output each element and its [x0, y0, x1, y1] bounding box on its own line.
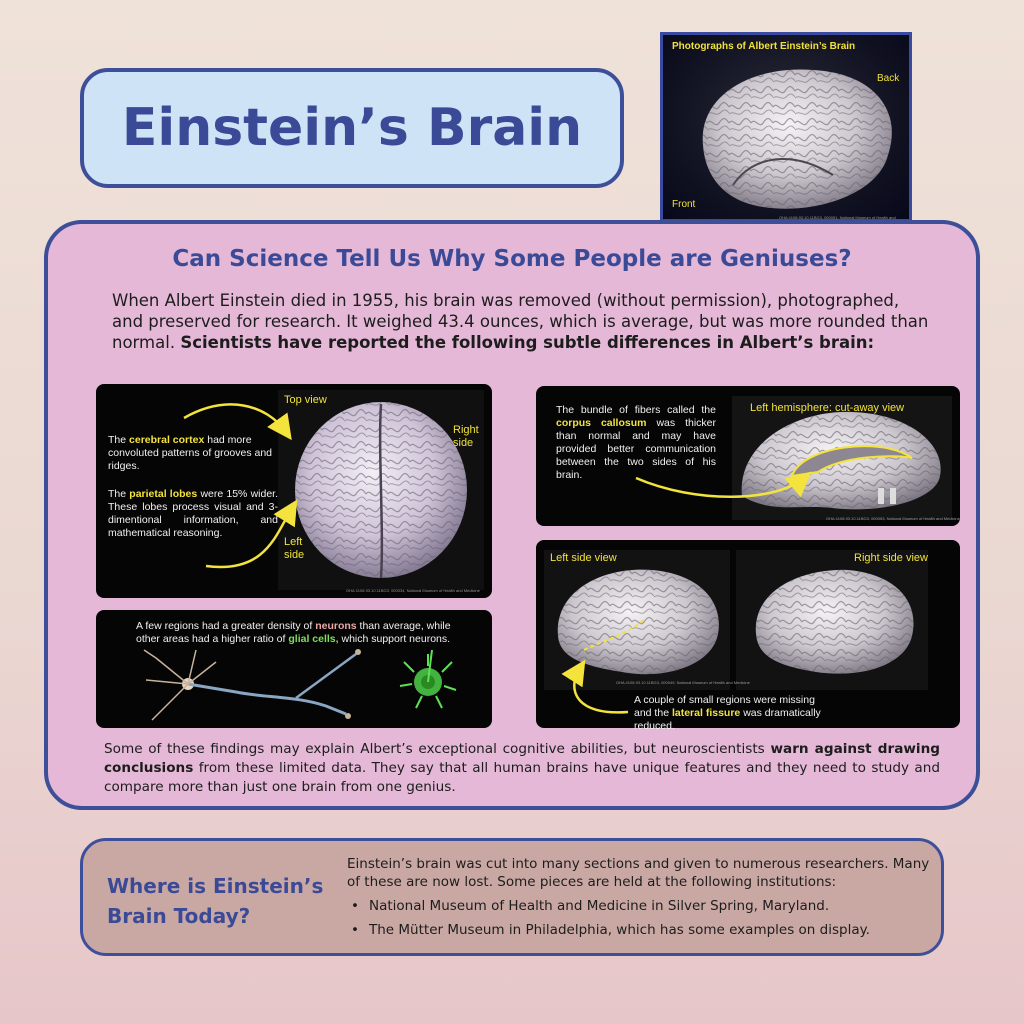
conclusion-paragraph: Some of these findings may explain Albert’s exceptional cognitive abilities, but neuroscientists warn against drawing conclusions from these limited data. They say that all human brains have unique features and they need to study and compare more than just one brain from one genius.	[104, 741, 941, 795]
cortex-text: The cerebral cortex had more convoluted patterns of grooves and ridges.	[108, 434, 273, 472]
cerebral-cortex-term: cerebral cortex	[129, 434, 205, 446]
intro-paragraph	[112, 290, 932, 353]
yellow-arrow-icon	[96, 384, 492, 598]
top-view-credit: OHA 4108.93.10.11BG3, 000034, National Museum of Health and Medicine	[346, 588, 480, 593]
right-side-view-label: Right side view	[854, 552, 928, 564]
neurons-text: A few regions had a greater density of neurons than average, while other areas had a higher ratio of glial cells, which support neurons.	[136, 620, 451, 645]
cutaway-view-label: Left hemisphere: cut-away view	[750, 402, 905, 414]
intro-bold-text: Scientists have reported the following subtle differences in Albert’s brain:	[180, 333, 875, 352]
title-box	[80, 68, 624, 188]
neurons-card	[96, 610, 492, 728]
intro-text: When Albert Einstein died in 1955, his brain was removed (without permission), photographed, and preserved for research. It weighed 43.4 ounces, which is average, but was more rounded than normal.	[112, 291, 929, 352]
back-label: Back	[877, 73, 900, 84]
top-view-card	[96, 384, 492, 598]
bottom-paragraph: Einstein’s brain was cut into many sections and given to numerous researchers. Many of these are now lost. Some pieces are held at the following institutions:	[347, 856, 930, 890]
cutaway-credit: OHA 4108.93.10.11BG3, 000053, National Museum of Health and Medicine	[826, 516, 960, 521]
list-item: • The Mütter Museum in Philadelphia, which has some examples on display.	[347, 921, 937, 939]
cutaway-card	[536, 386, 960, 526]
list-item: • National Museum of Health and Medicine in Silver Spring, Maryland.	[347, 897, 937, 915]
bottom-heading: Where is Einstein’s Brain Today?	[107, 874, 324, 928]
side-view-card	[536, 540, 960, 732]
illustration-layer	[96, 610, 492, 728]
main-panel	[44, 220, 980, 810]
yellow-arrow-icon	[536, 540, 960, 728]
photo-credit: OHA 4108.93.10.11BG3, 000051, National Museum of Health and	[779, 215, 896, 220]
corpus-callosum-term: corpus callosum	[556, 417, 647, 429]
front-label: Front	[672, 199, 696, 210]
institution-list	[347, 897, 937, 939]
bottom-box	[80, 838, 944, 956]
right-side-label: Right side	[453, 424, 479, 449]
yellow-arrow-icon	[536, 386, 960, 526]
lateral-fissure-text: A couple of small regions were missing and the lateral fissure was dramatically reduced.	[634, 694, 821, 732]
brain-photograph	[663, 35, 915, 225]
neurons-term: neurons	[315, 620, 357, 632]
top-brain-photo	[660, 32, 912, 222]
main-heading: Can Science Tell Us Why Some People are Geniuses?	[172, 246, 852, 272]
corpus-callosum-text: The bundle of fibers called the corpus callosum was thicker than normal and may have provided better communication between the two sides of his brain.	[556, 404, 717, 481]
side-view-credit: OHA 4108.93.10.11BG3, 000049, National Museum of Health and Medicine	[616, 680, 750, 685]
lateral-fissure-term: lateral fissure	[671, 707, 741, 719]
glial-cell-illustration	[400, 650, 456, 708]
bottom-text	[347, 855, 937, 945]
photo-caption: Photographs of Albert Einstein’s Brain	[672, 41, 856, 52]
glial-cells-term: glial cells,	[288, 633, 339, 645]
neuron-illustration	[144, 649, 361, 720]
conclusion-bold-text: warn against drawing conclusions	[104, 741, 940, 776]
left-side-label: Left side	[284, 536, 305, 561]
page-title: Einstein’s Brain	[121, 98, 583, 158]
left-side-view-label: Left side view	[550, 552, 617, 564]
top-view-label: Top view	[284, 394, 327, 406]
parietal-text: The parietal lobes were 15% wider. These lobes process visual and 3-dimentional information, and mathematical reasoning.	[108, 488, 279, 539]
